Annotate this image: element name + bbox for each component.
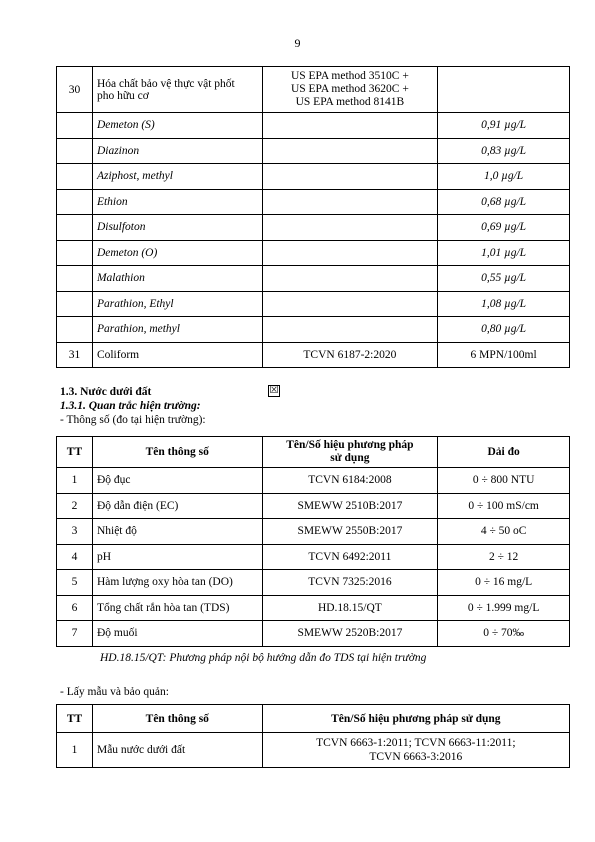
row-number: 4 bbox=[57, 544, 93, 570]
row-number: 6 bbox=[57, 595, 93, 621]
sampling-table bbox=[56, 704, 570, 768]
parameter-name: Demeton (S) bbox=[92, 113, 262, 139]
table-row bbox=[57, 215, 570, 241]
field-measurement-table bbox=[56, 436, 570, 647]
range-cell: 0 ÷ 70‰ bbox=[438, 621, 570, 647]
table-row bbox=[57, 595, 570, 621]
parameter-name: Malathion bbox=[92, 266, 262, 292]
method-cell bbox=[262, 240, 438, 266]
subsection-heading: 1.3.1. Quan trắc hiện trường: bbox=[60, 400, 201, 412]
row-number: 1 bbox=[57, 468, 93, 494]
parameter-name: Độ đục bbox=[92, 468, 262, 494]
section-heading: 1.3. Nước dưới đất bbox=[60, 386, 152, 398]
page-number: 9 bbox=[294, 36, 301, 50]
table-row bbox=[57, 138, 570, 164]
value-cell: 6 MPN/100ml bbox=[438, 342, 570, 368]
range-cell: 4 ÷ 50 oC bbox=[438, 519, 570, 545]
method-line: US EPA method 8141B bbox=[295, 96, 405, 108]
parameter-name-line: Hóa chất bảo vệ thực vật phốt bbox=[96, 77, 235, 90]
row-number bbox=[57, 189, 93, 215]
method-cell bbox=[262, 733, 569, 768]
row-number bbox=[57, 291, 93, 317]
section-checkbox[interactable]: ☒ bbox=[269, 385, 279, 396]
method-cell: SMEWW 2550B:2017 bbox=[262, 519, 438, 545]
method-cell: TCVN 7325:2016 bbox=[262, 570, 438, 596]
parameter-name: Độ muối bbox=[92, 621, 262, 647]
table-row bbox=[57, 266, 570, 292]
parameter-name: Coliform bbox=[92, 342, 262, 368]
method-cell bbox=[262, 215, 438, 241]
value-cell: 0,68 µg/L bbox=[438, 189, 570, 215]
parameter-name bbox=[92, 67, 262, 113]
method-cell bbox=[262, 291, 438, 317]
method-cell: TCVN 6184:2008 bbox=[262, 468, 438, 494]
row-number bbox=[57, 215, 93, 241]
value-cell: 0,80 µg/L bbox=[438, 317, 570, 343]
parameter-name: Disulfoton bbox=[92, 215, 262, 241]
method-cell: TCVN 6187-2:2020 bbox=[262, 342, 438, 368]
params-label: - Thông số (đo tại hiện trường): bbox=[60, 414, 206, 426]
value-cell: 1,01 µg/L bbox=[438, 240, 570, 266]
parameter-name: Diazinon bbox=[92, 138, 262, 164]
table-row bbox=[57, 493, 570, 519]
method-line: US EPA method 3510C + bbox=[290, 70, 409, 82]
parameter-name: Demeton (O) bbox=[92, 240, 262, 266]
row-number bbox=[57, 113, 93, 139]
parameter-name: Tổng chất rắn hòa tan (TDS) bbox=[92, 595, 262, 621]
range-cell: 0 ÷ 100 mS/cm bbox=[438, 493, 570, 519]
method-cell bbox=[262, 164, 438, 190]
table-row bbox=[57, 240, 570, 266]
col-header-method bbox=[262, 437, 438, 468]
value-cell: 0,83 µg/L bbox=[438, 138, 570, 164]
parameter-name: Parathion, Ethyl bbox=[92, 291, 262, 317]
sampling-label: - Lấy mẫu và bảo quản: bbox=[60, 686, 169, 698]
table-row bbox=[57, 189, 570, 215]
col-header-tt: TT bbox=[57, 705, 93, 733]
row-number bbox=[57, 266, 93, 292]
row-number: 31 bbox=[57, 342, 93, 368]
range-cell: 0 ÷ 800 NTU bbox=[438, 468, 570, 494]
table-row bbox=[57, 164, 570, 190]
method-cell bbox=[262, 138, 438, 164]
parameter-name: Nhiệt độ bbox=[92, 519, 262, 545]
table-row bbox=[57, 519, 570, 545]
table-row bbox=[57, 291, 570, 317]
value-cell: 1,0 µg/L bbox=[438, 164, 570, 190]
row-number: 1 bbox=[57, 733, 93, 768]
header-line: Tên/Số hiệu phương pháp bbox=[286, 439, 414, 451]
row-number bbox=[57, 317, 93, 343]
method-line: TCVN 6663-3:2016 bbox=[369, 751, 463, 763]
method-cell bbox=[262, 113, 438, 139]
method-cell: SMEWW 2510B:2017 bbox=[262, 493, 438, 519]
col-header-range: Dải đo bbox=[438, 437, 570, 468]
value-cell: 0,55 µg/L bbox=[438, 266, 570, 292]
table-header-row bbox=[57, 705, 570, 733]
range-cell: 0 ÷ 1.999 mg/L bbox=[438, 595, 570, 621]
parameter-name: Độ dẫn điện (EC) bbox=[92, 493, 262, 519]
row-number bbox=[57, 240, 93, 266]
method-line: TCVN 6663-1:2011; TCVN 6663-11:2011; bbox=[316, 737, 516, 749]
method-cell bbox=[262, 67, 438, 113]
pesticide-table bbox=[56, 66, 570, 368]
method-cell: TCVN 6492:2011 bbox=[262, 544, 438, 570]
row-number: 30 bbox=[57, 67, 93, 113]
parameter-name-line: pho hữu cơ bbox=[96, 89, 149, 102]
table-row bbox=[57, 544, 570, 570]
table-header-row bbox=[57, 437, 570, 468]
value-cell: 0,91 µg/L bbox=[438, 113, 570, 139]
col-header-name: Tên thông số bbox=[92, 437, 262, 468]
parameter-name: pH bbox=[92, 544, 262, 570]
value-cell: 1,08 µg/L bbox=[438, 291, 570, 317]
row-number: 3 bbox=[57, 519, 93, 545]
row-number: 2 bbox=[57, 493, 93, 519]
table-row bbox=[57, 317, 570, 343]
range-cell: 0 ÷ 16 mg/L bbox=[438, 570, 570, 596]
col-header-name: Tên thông số bbox=[92, 705, 262, 733]
method-note: HD.18.15/QT: Phương pháp nội bộ hướng dẫn đo TDS tại hiện trường bbox=[100, 652, 427, 664]
row-number bbox=[57, 164, 93, 190]
table-row bbox=[57, 570, 570, 596]
parameter-name: Mẫu nước dưới đất bbox=[92, 733, 262, 768]
table-row bbox=[57, 468, 570, 494]
col-header-method: Tên/Số hiệu phương pháp sử dụng bbox=[262, 705, 569, 733]
row-number: 7 bbox=[57, 621, 93, 647]
method-cell bbox=[262, 266, 438, 292]
row-number: 5 bbox=[57, 570, 93, 596]
header-line: sử dụng bbox=[330, 452, 370, 464]
table-row bbox=[57, 621, 570, 647]
value-cell bbox=[438, 67, 570, 113]
table-row bbox=[57, 67, 570, 113]
row-number bbox=[57, 138, 93, 164]
method-cell: SMEWW 2520B:2017 bbox=[262, 621, 438, 647]
table-row bbox=[57, 342, 570, 368]
col-header-tt: TT bbox=[57, 437, 93, 468]
method-cell bbox=[262, 317, 438, 343]
method-cell bbox=[262, 189, 438, 215]
method-cell: HD.18.15/QT bbox=[262, 595, 438, 621]
parameter-name: Aziphost, methyl bbox=[92, 164, 262, 190]
parameter-name: Parathion, methyl bbox=[92, 317, 262, 343]
table-row bbox=[57, 113, 570, 139]
table-row bbox=[57, 733, 570, 768]
parameter-name: Hàm lượng oxy hòa tan (DO) bbox=[92, 570, 262, 596]
method-line: US EPA method 3620C + bbox=[290, 83, 409, 95]
value-cell: 0,69 µg/L bbox=[438, 215, 570, 241]
parameter-name: Ethion bbox=[92, 189, 262, 215]
range-cell: 2 ÷ 12 bbox=[438, 544, 570, 570]
